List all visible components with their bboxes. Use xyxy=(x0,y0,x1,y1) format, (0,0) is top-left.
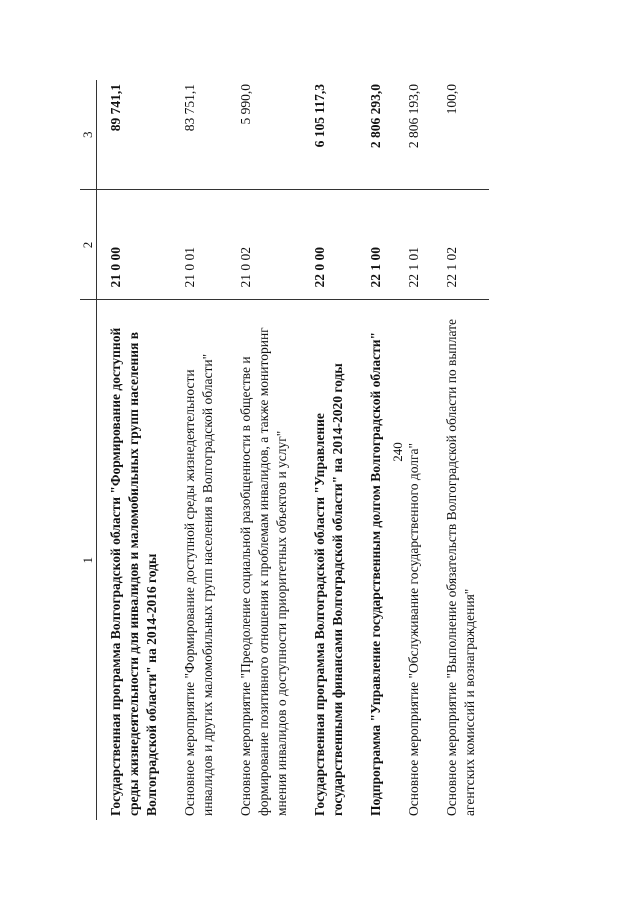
row-code: 21 0 01 xyxy=(171,190,227,300)
row-name: Основное мероприятие "Преодоление социальной разобщенности в обществе и формирование позитивного отношения к проблемам инвалидов, а также мониторинг мнения инвалидов о доступности приоритетных объектов и услуг" xyxy=(227,300,301,820)
row-code: 22 1 01 xyxy=(395,190,433,300)
row-amount: 6 105 117,3 xyxy=(312,84,327,148)
row-code: 21 0 00 xyxy=(97,190,172,300)
row-amount: 5 990,0 xyxy=(238,84,253,125)
row-name: Основное мероприятие "Формирование доступной среды жизнедеятельности инвалидов и других маломобильных групп населения в Волгоградской области" xyxy=(171,300,227,820)
row-amount: 100,0 xyxy=(444,84,459,115)
table-row xyxy=(301,80,357,820)
row-name: Государственная программа Волгоградской области "Формирование доступной среды жизнедеятельности для инвалидов и маломобильных групп населения в Волгоградской области" на 2014-2016 годы xyxy=(97,300,172,820)
row-amount: 89 741,1 xyxy=(108,84,123,132)
table-row xyxy=(357,80,395,820)
column-header-1: 1 xyxy=(80,300,97,820)
row-name: Государственная программа Волгоградской области "Управление государственными финансами Волгоградской области" на 2014-2020 годы xyxy=(301,300,357,820)
column-header-2: 2 xyxy=(80,190,97,300)
page-number: 240 xyxy=(390,442,405,462)
row-name: Подпрограмма "Управление государственным долгом Волгоградской области" xyxy=(357,300,395,820)
rotated-page-content xyxy=(80,80,560,820)
row-code: 22 1 00 xyxy=(357,190,395,300)
row-code: 22 0 00 xyxy=(301,190,357,300)
column-header-3: 3 xyxy=(80,80,97,190)
row-amount: 2 806 193,0 xyxy=(406,84,421,149)
table-row xyxy=(171,80,227,820)
table-header-row xyxy=(80,80,97,820)
row-name: Основное мероприятие "Обслуживание государственного долга" xyxy=(395,300,433,820)
row-name: Основное мероприятие "Выполнение обязательств Волгоградской области по выплате агентских комиссий и вознаграждения" xyxy=(433,300,489,820)
row-code: 22 1 02 xyxy=(433,190,489,300)
row-amount: 83 751,1 xyxy=(182,84,197,132)
row-amount: 2 806 293,0 xyxy=(368,84,383,149)
row-code: 21 0 02 xyxy=(227,190,301,300)
budget-table xyxy=(80,80,489,820)
table-row xyxy=(433,80,489,820)
table-row xyxy=(227,80,301,820)
table-row xyxy=(395,80,433,820)
table-row xyxy=(97,80,172,820)
